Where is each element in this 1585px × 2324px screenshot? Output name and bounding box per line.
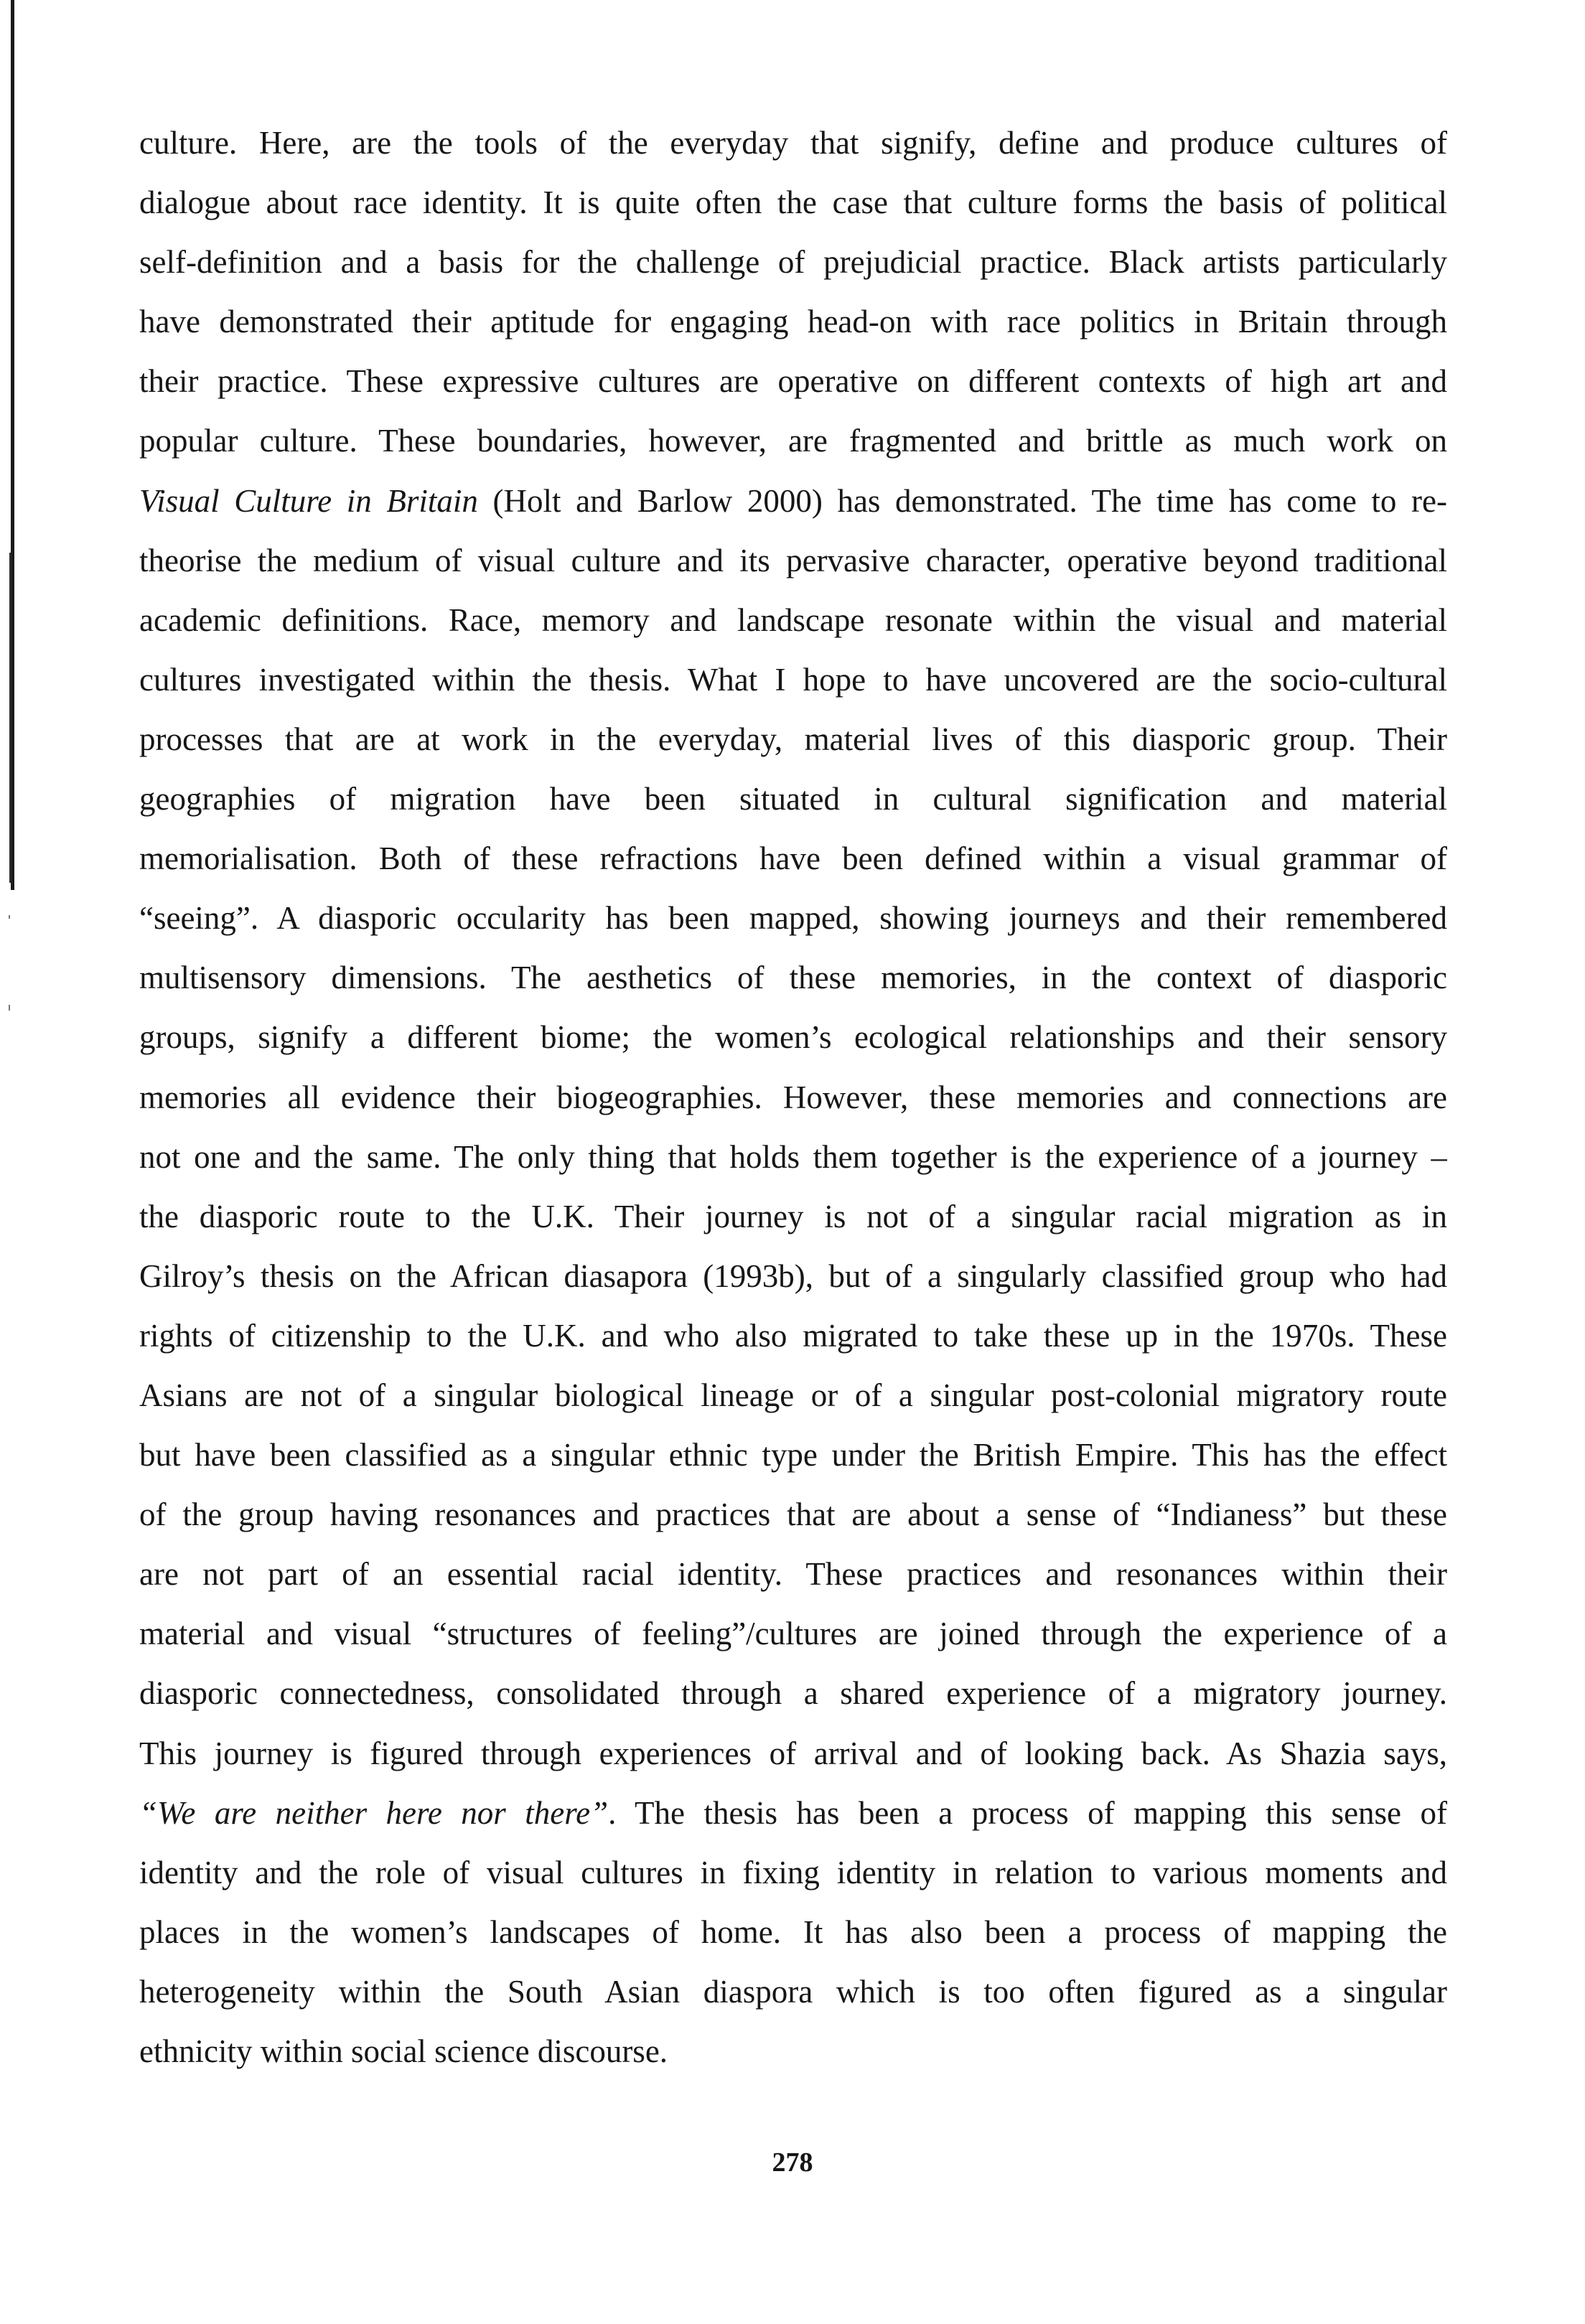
scan-speck [9, 1005, 10, 1011]
text-line: processes that are at work in the everyday, material lives of this diasporic group. Their [139, 721, 1447, 757]
interview-quote: “We are neither here nor there” [139, 1794, 609, 1831]
text-line: self-definition and a basis for the challenge of prejudicial practice. Black artists particularly [139, 244, 1447, 281]
text-line: cultures investigated within the thesis. What I hope to have uncovered are the socio-cultural [139, 661, 1447, 698]
text-line: Visual Culture in Britain (Holt and Barlow 2000) has demonstrated. The time has come to re- [139, 482, 1447, 519]
text-line: ethnicity within social science discourse. [139, 2033, 668, 2069]
page-number: 278 [772, 2147, 813, 2178]
text-line: multisensory dimensions. The aesthetics of these memories, in the context of diasporic [139, 960, 1447, 996]
text-line: places in the women’s landscapes of home. It has also been a process of mapping the [139, 1913, 1447, 1950]
text-line: material and visual “structures of feeling”/cultures are joined through the experience of a [139, 1616, 1447, 1652]
text-line: “We are neither here nor there”. The thesis has been a process of mapping this sense of [139, 1794, 1447, 1831]
text-line: the diasporic route to the U.K. Their journey is not of a singular racial migration as in [139, 1198, 1447, 1234]
text-line: “seeing”. A diasporic occularity has been mapped, showing journeys and their remembered [139, 900, 1447, 937]
text-line: memories all evidence their biogeographies. However, these memories and connections are [139, 1079, 1447, 1115]
text-line: but have been classified as a singular ethnic type under the British Empire. This has the effect [139, 1437, 1447, 1473]
text-line: dialogue about race identity. It is quite often the case that culture forms the basis of political [139, 184, 1447, 221]
text-line: their practice. These expressive cultures are operative on different contexts of high art and [139, 363, 1447, 400]
text-line: culture. Here, are the tools of the everyday that signify, define and produce cultures of [139, 125, 1447, 161]
text-line: groups, signify a different biome; the women’s ecological relationships and their sensory [139, 1019, 1447, 1056]
text-line: academic definitions. Race, memory and landscape resonate within the visual and material [139, 601, 1447, 638]
text-line: Asians are not of a singular biological lineage or of a singular post-colonial migratory route [139, 1377, 1447, 1413]
text-line: have demonstrated their aptitude for engaging head-on with race politics in Britain through [139, 304, 1447, 340]
text-line: popular culture. These boundaries, however, are fragmented and brittle as much work on [139, 423, 1447, 459]
text-line: geographies of migration have been situated in cultural signification and material [139, 781, 1447, 817]
text-line: This journey is figured through experiences of arrival and of looking back. As Shazia says, [139, 1735, 1447, 1771]
text-line: theorise the medium of visual culture and its pervasive character, operative beyond traditional [139, 542, 1447, 578]
text-line: not one and the same. The only thing that holds them together is the experience of a journey – [139, 1138, 1447, 1175]
scan-speck [9, 915, 10, 919]
text-line: of the group having resonances and practices that are about a sense of “Indianess” but these [139, 1496, 1447, 1533]
text-line: diasporic connectedness, consolidated through a shared experience of a migratory journey. [139, 1675, 1447, 1712]
text-line: are not part of an essential racial identity. These practices and resonances within their [139, 1556, 1447, 1593]
text-line: heterogeneity within the South Asian diaspora which is too often figured as a singular [139, 1973, 1447, 2010]
text-line: rights of citizenship to the U.K. and who also migrated to take these up in the 1970s. These [139, 1317, 1447, 1354]
body-text [139, 113, 1447, 2081]
text-line: Gilroy’s thesis on the African diasapora (1993b), but of a singularly classified group who had [139, 1257, 1447, 1294]
scan-edge-mark-lower [9, 553, 11, 883]
text-line: identity and the role of visual cultures in fixing identity in relation to various moments and [139, 1854, 1447, 1890]
book-title: Visual Culture in Britain [139, 482, 478, 519]
text-line: memorialisation. Both of these refractions have been defined within a visual grammar of [139, 840, 1447, 877]
